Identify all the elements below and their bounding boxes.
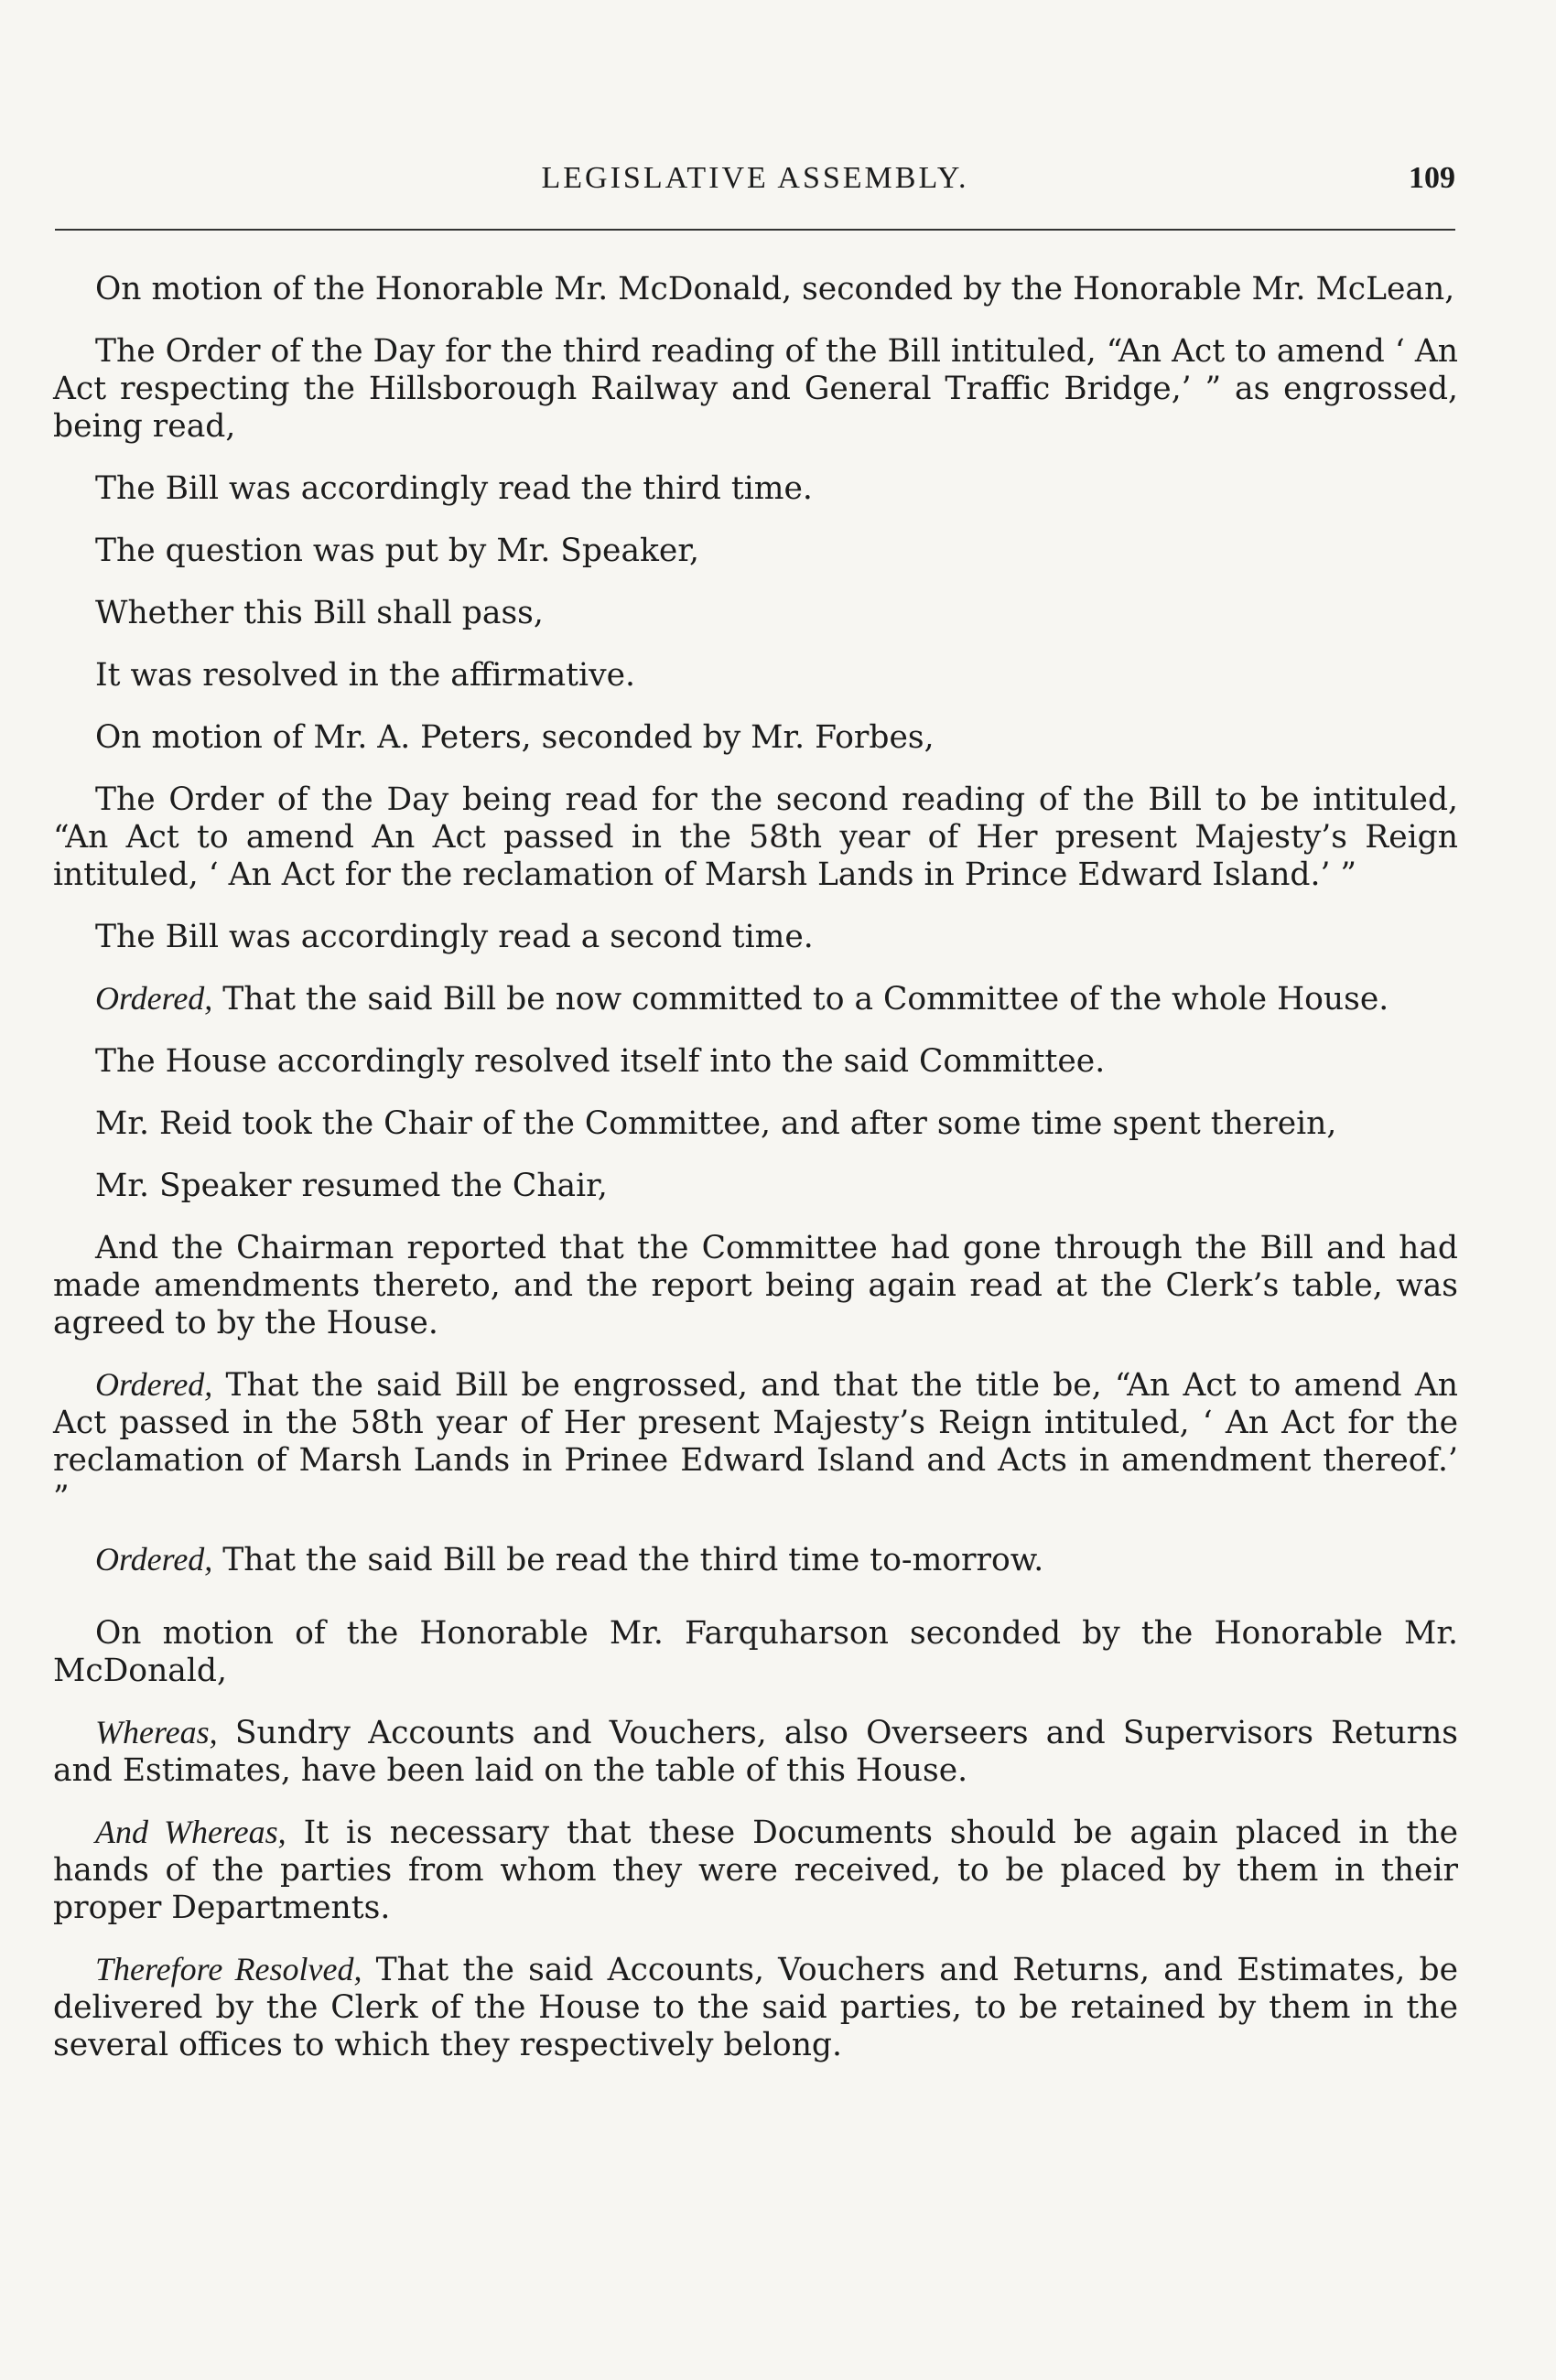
paragraph-5 <box>53 594 1458 632</box>
paragraph-17 <box>53 1614 1458 1690</box>
paragraph-text: The House accordingly resolved itself into the said Committee. <box>95 1043 1106 1080</box>
paragraph-text: And the Chairman reported that the Committee had gone through the Bill and had made amendments thereto, and the report being again read at the Clerk’s table, was agreed to by the House. <box>53 1230 1458 1341</box>
paragraph-text: That the said Bill be now committed to a Committee of the whole House. <box>212 981 1389 1018</box>
paragraph-20 <box>53 1951 1458 2064</box>
paragraph-text: Mr. Speaker resumed the Chair, <box>95 1168 608 1204</box>
header-rule <box>55 229 1455 231</box>
paragraph-text: Mr. Reid took the Chair of the Committee, and after some time spent therein, <box>95 1105 1337 1142</box>
paragraph-10 <box>53 980 1458 1018</box>
paragraph-lead: Therefore Resolved, <box>95 1951 362 1987</box>
paragraph-3 <box>53 469 1458 508</box>
paragraph-text: That the said Bill be read the third time to-morrow. <box>212 1542 1044 1578</box>
paragraph-lead: Whereas, <box>95 1714 218 1750</box>
paragraph-text: On motion of the Honorable Mr. McDonald, seconded by the Honorable Mr. McLean, <box>95 271 1455 307</box>
paragraph-19 <box>53 1814 1458 1927</box>
paragraph-1 <box>53 270 1458 308</box>
paragraph-12 <box>53 1104 1458 1143</box>
page-body <box>53 270 1458 2088</box>
paragraph-lead: Ordered, <box>95 1541 213 1578</box>
paragraph-text: The question was put by Mr. Speaker, <box>95 533 699 569</box>
paragraph-6 <box>53 656 1458 695</box>
running-title: LEGISLATIVE ASSEMBLY. <box>541 161 969 195</box>
paragraph-11 <box>53 1042 1458 1081</box>
paragraph-text: It is necessary that these Documents should be again placed in the hands of the parties from whom they were received, to be placed by them in their proper Departments. <box>53 1815 1458 1926</box>
paragraph-7 <box>53 718 1458 757</box>
paragraph-9 <box>53 918 1458 956</box>
paragraph-18 <box>53 1714 1458 1790</box>
page-header <box>55 156 1455 210</box>
paragraph-text: It was resolved in the affirmative. <box>95 657 635 694</box>
paragraph-8 <box>53 781 1458 894</box>
paragraph-2 <box>53 332 1458 446</box>
paragraph-4 <box>53 532 1458 570</box>
paragraph-text: The Bill was accordingly read the third time. <box>95 470 813 507</box>
paragraph-text: Sundry Accounts and Vouchers, also Overseers and Supervisors Returns and Estimates, have been laid on the table of this House. <box>53 1715 1458 1789</box>
paragraph-text: The Bill was accordingly read a second time. <box>95 919 814 955</box>
paragraph-text: On motion of the Honorable Mr. Farquharson seconded by the Honorable Mr. McDonald, <box>53 1615 1458 1689</box>
paragraph-13 <box>53 1167 1458 1205</box>
paragraph-14 <box>53 1229 1458 1342</box>
page-number: 109 <box>1409 161 1455 195</box>
paragraph-lead: Ordered, <box>95 1366 213 1403</box>
paragraph-15 <box>53 1366 1458 1517</box>
paragraph-lead: Ordered, <box>95 980 213 1017</box>
paragraph-text: On motion of Mr. A. Peters, seconded by Mr. Forbes, <box>95 719 935 756</box>
paragraph-lead: And Whereas, <box>95 1814 286 1850</box>
paragraph-text: The Order of the Day for the third reading of the Bill intituled, “An Act to amend ‘ An Act respecting the Hillsborough Railway and General Traffic Bridge,’ ” as engrossed, being read, <box>53 333 1458 445</box>
paragraph-16 <box>53 1541 1458 1579</box>
paragraph-text: That the said Bill be engrossed, and that the title be, “An Act to amend An Act passed in the 58th year of Her present Majesty’s Reign intituled, ‘ An Act for the reclamation of Marsh Lands in Prinee Edward Island and Acts in amendment thereof.’ ” <box>53 1367 1458 1516</box>
paragraph-text: Whether this Bill shall pass, <box>95 595 544 631</box>
paragraph-text: The Order of the Day being read for the second reading of the Bill to be intituled, “An Act to amend An Act passed in the 58th year of Her present Majesty’s Reign intituled, ‘ An Act for the reclamation of Marsh Lands in Prince Edward Island.’ ” <box>53 781 1458 893</box>
paragraph-text: That the said Accounts, Vouchers and Returns, and Estimates, be delivered by the Clerk of the House to the said parties, to be retained by them in the several offices to which they respectively belong. <box>53 1952 1458 2063</box>
